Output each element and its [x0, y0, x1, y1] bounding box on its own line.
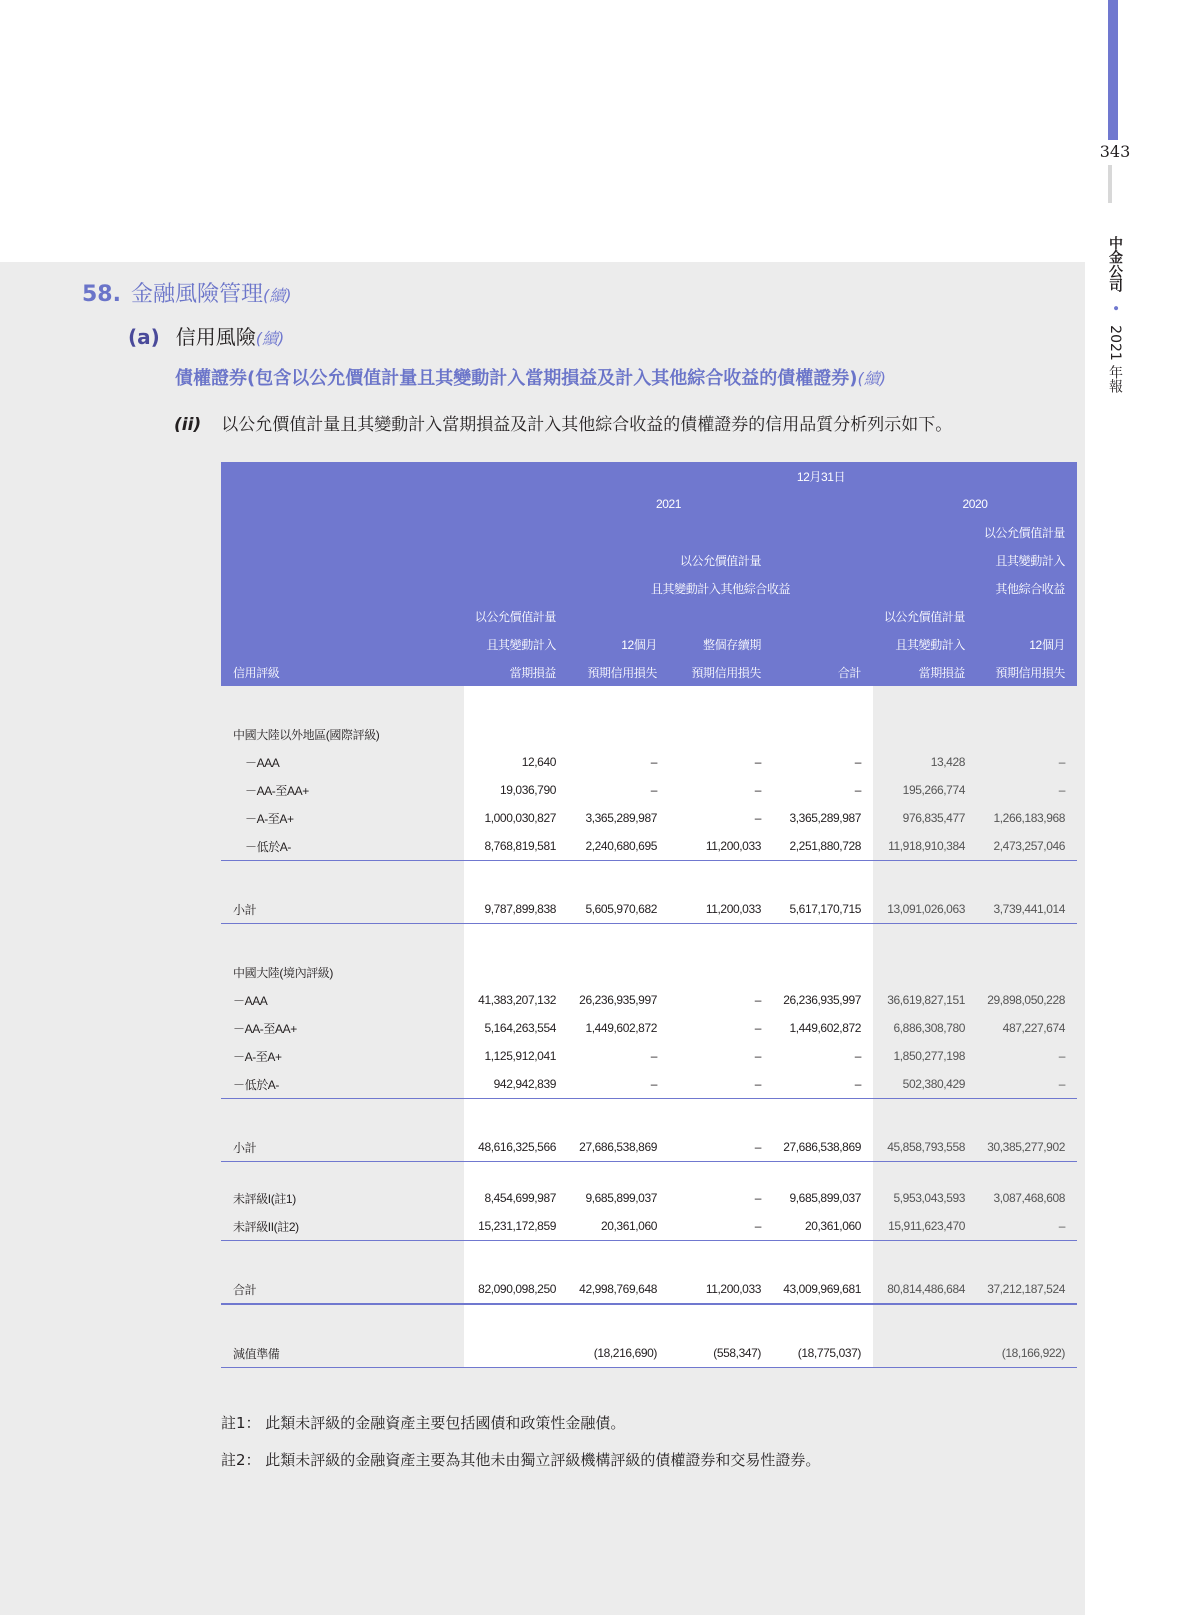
section-dom-title [221, 958, 1077, 986]
section-title-cell: 中國大陸(境內評級) [221, 958, 464, 986]
value-cell: – [669, 804, 773, 832]
value-cell: 1,000,030,827 [464, 804, 568, 832]
value-cell: 195,266,774 [873, 776, 977, 804]
row-label: 小計 [221, 1133, 464, 1162]
value-cell: 942,942,839 [464, 1070, 568, 1099]
table-row [221, 1014, 1077, 1042]
grand-total-row [221, 1275, 1077, 1304]
row-label: －AA-至AA+ [221, 1014, 464, 1042]
value-cell: 5,617,170,715 [773, 895, 873, 924]
topic-title: 債權證券(包含以公允價值計量且其變動計入當期損益及計入其他綜合收益的債權證券) [175, 368, 858, 389]
row-label: 未評級II(註2) [221, 1212, 464, 1241]
header-fvtpl-2021-l2: 且其變動計入 [464, 630, 568, 658]
value-cell: 3,365,289,987 [773, 804, 873, 832]
spacer-row [221, 1099, 1077, 1134]
row-label: －低於A- [221, 1070, 464, 1099]
value-cell: 8,454,699,987 [464, 1184, 568, 1212]
value-cell: – [977, 1042, 1077, 1070]
value-cell: – [669, 748, 773, 776]
row-label: －AAA [221, 748, 464, 776]
value-cell: 30,385,277,902 [977, 1133, 1077, 1162]
header-lifetime-l2: 預期信用損失 [669, 658, 773, 686]
header-fvtpl-2021-l1: 以公允價值計量 [464, 602, 568, 630]
value-cell: 11,200,033 [669, 1275, 773, 1304]
value-cell: – [977, 748, 1077, 776]
subsection-label: (a) [128, 325, 160, 349]
value-cell: – [977, 1212, 1077, 1241]
header-oci-2020-l1: 以公允價值計量 [977, 518, 1077, 546]
table-row [221, 1070, 1077, 1099]
value-cell: 13,428 [873, 748, 977, 776]
spacer-row [221, 686, 1077, 720]
row-label: 小計 [221, 895, 464, 924]
value-cell: 12,640 [464, 748, 568, 776]
value-cell: 1,449,602,872 [773, 1014, 873, 1042]
intro-text: 以公允價值計量且其變動計入當期損益及計入其他綜合收益的債權證券的信用品質分析列示如下。 [221, 415, 953, 435]
value-cell: 6,886,308,780 [873, 1014, 977, 1042]
value-cell: – [977, 776, 1077, 804]
value-cell: (558,347) [669, 1339, 773, 1368]
value-cell: 3,365,289,987 [568, 804, 669, 832]
header-oci-2020-l2: 且其變動計入 [977, 546, 1077, 574]
subsection-heading [128, 321, 284, 350]
value-cell: – [669, 1212, 773, 1241]
value-cell: – [669, 1133, 773, 1162]
subsection-title: 信用風險 [175, 325, 256, 349]
value-cell: 11,200,033 [669, 832, 773, 861]
side-light-bar [1108, 165, 1112, 203]
header-oci-group-l1: 以公允價值計量 [568, 546, 873, 574]
table-row [221, 1042, 1077, 1070]
value-cell: 27,686,538,869 [568, 1133, 669, 1162]
header-rating: 信用評級 [221, 658, 464, 686]
table-row [221, 1184, 1077, 1212]
value-cell: 9,787,899,838 [464, 895, 568, 924]
value-cell: 26,236,935,997 [773, 986, 873, 1014]
value-cell: 43,009,969,681 [773, 1275, 873, 1304]
row-label: －A-至A+ [221, 804, 464, 832]
header-fvtpl-2021-l3: 當期損益 [464, 658, 568, 686]
value-cell: – [773, 1070, 873, 1099]
row-label: 未評級I(註1) [221, 1184, 464, 1212]
value-cell: 80,814,486,684 [873, 1275, 977, 1304]
credit-quality-table [221, 462, 1077, 1368]
header-12m-2021-l2: 預期信用損失 [568, 658, 669, 686]
value-cell: 9,685,899,037 [568, 1184, 669, 1212]
value-cell: 42,998,769,648 [568, 1275, 669, 1304]
table-row [221, 1212, 1077, 1241]
header-date: 12月31日 [669, 462, 873, 490]
value-cell: 15,911,623,470 [873, 1212, 977, 1241]
row-label: 減值準備 [221, 1339, 464, 1368]
value-cell: 19,036,790 [464, 776, 568, 804]
header-oci-2020-l3: 其他綜合收益 [977, 574, 1077, 602]
value-cell: 5,953,043,593 [873, 1184, 977, 1212]
table-row [221, 776, 1077, 804]
header-year-2021: 2021 [464, 490, 873, 518]
value-cell: 26,236,935,997 [568, 986, 669, 1014]
spacer-row [221, 861, 1077, 896]
value-cell: 2,240,680,695 [568, 832, 669, 861]
value-cell: 1,125,912,041 [464, 1042, 568, 1070]
value-cell: – [669, 1184, 773, 1212]
table-row [221, 804, 1077, 832]
header-12m-2021-l1: 12個月 [568, 630, 669, 658]
side-report-title [1104, 236, 1126, 393]
header-year-2020: 2020 [873, 490, 1077, 518]
value-cell: – [669, 1014, 773, 1042]
value-cell: – [568, 1042, 669, 1070]
side-report: 2021 年報 [1107, 325, 1123, 394]
value-cell: 27,686,538,869 [773, 1133, 873, 1162]
table-row [221, 748, 1077, 776]
value-cell: 8,768,819,581 [464, 832, 568, 861]
value-cell: – [669, 986, 773, 1014]
section-title-cell: 中國大陸以外地區(國際評級) [221, 720, 464, 748]
value-cell: (18,216,690) [568, 1339, 669, 1368]
value-cell: 48,616,325,566 [464, 1133, 568, 1162]
value-cell: 487,227,674 [977, 1014, 1077, 1042]
value-cell: – [977, 1070, 1077, 1099]
value-cell: 9,685,899,037 [773, 1184, 873, 1212]
value-cell: – [669, 776, 773, 804]
subtotal-row-dom [221, 1133, 1077, 1162]
table-row [221, 832, 1077, 861]
section-title: 金融風險管理 [130, 282, 263, 307]
value-cell [873, 1339, 977, 1368]
value-cell: 37,212,187,524 [977, 1275, 1077, 1304]
header-fvtpl-2020-l1: 以公允價值計量 [873, 602, 977, 630]
value-cell: – [669, 1042, 773, 1070]
value-cell: 5,164,263,554 [464, 1014, 568, 1042]
spacer-row [221, 1241, 1077, 1276]
row-label: －AAA [221, 986, 464, 1014]
value-cell: 41,383,207,132 [464, 986, 568, 1014]
value-cell: 3,087,468,608 [977, 1184, 1077, 1212]
header-total: 合計 [773, 658, 873, 686]
value-cell: 2,251,880,728 [773, 832, 873, 861]
intro-paragraph [174, 410, 952, 435]
row-label: 合計 [221, 1275, 464, 1304]
spacer-row [221, 1304, 1077, 1339]
header-oci-group-l2: 且其變動計入其他綜合收益 [568, 574, 873, 602]
value-cell: 29,898,050,228 [977, 986, 1077, 1014]
subsection-continued: (續) [255, 329, 285, 348]
side-dot: • [1107, 304, 1123, 313]
value-cell [464, 1339, 568, 1368]
header-lifetime-l1: 整個存續期 [669, 630, 773, 658]
value-cell: 45,858,793,558 [873, 1133, 977, 1162]
footnote-1: 註1： 此類未評級的金融資產主要包括國債和政策性金融債。 [221, 1414, 626, 1432]
value-cell: – [669, 1070, 773, 1099]
row-label: －AA-至AA+ [221, 776, 464, 804]
row-label: －A-至A+ [221, 1042, 464, 1070]
intro-label: (ii) [174, 415, 202, 435]
value-cell: (18,775,037) [773, 1339, 873, 1368]
value-cell: 11,200,033 [669, 895, 773, 924]
subtotal-row-intl [221, 895, 1077, 924]
header-12m-2020-l2: 預期信用損失 [977, 658, 1077, 686]
topic-continued: (續) [857, 369, 886, 388]
spacer-row [221, 924, 1077, 959]
header-fvtpl-2020-l3: 當期損益 [873, 658, 977, 686]
header-12m-2020-l1: 12個月 [977, 630, 1077, 658]
value-cell: 36,619,827,151 [873, 986, 977, 1014]
value-cell: 11,918,910,384 [873, 832, 977, 861]
value-cell: – [568, 1070, 669, 1099]
value-cell: 20,361,060 [773, 1212, 873, 1241]
value-cell: 1,266,183,968 [977, 804, 1077, 832]
value-cell: – [568, 776, 669, 804]
spacer-row [221, 1162, 1077, 1185]
value-cell: 5,605,970,682 [568, 895, 669, 924]
value-cell: 2,473,257,046 [977, 832, 1077, 861]
value-cell: – [568, 748, 669, 776]
section-heading [82, 277, 292, 308]
value-cell: 1,850,277,198 [873, 1042, 977, 1070]
impairment-row [221, 1339, 1077, 1368]
value-cell: 1,449,602,872 [568, 1014, 669, 1042]
value-cell: 502,380,429 [873, 1070, 977, 1099]
value-cell: – [773, 1042, 873, 1070]
value-cell: 20,361,060 [568, 1212, 669, 1241]
value-cell: – [773, 748, 873, 776]
side-company: 中金公司 [1107, 236, 1123, 292]
table-row [221, 986, 1077, 1014]
value-cell: 15,231,172,859 [464, 1212, 568, 1241]
value-cell: – [773, 776, 873, 804]
page-number: 343 [1099, 142, 1131, 161]
side-accent-bar [1108, 0, 1118, 140]
top-blank-area [0, 0, 1085, 262]
value-cell: 82,090,098,250 [464, 1275, 568, 1304]
header-fvtpl-2020-l2: 且其變動計入 [873, 630, 977, 658]
section-number: 58. [82, 282, 121, 307]
footnote-2: 註2： 此類未評級的金融資產主要為其他未由獨立評級機構評級的債權證券和交易性證券。 [221, 1451, 821, 1469]
section-intl-title [221, 720, 1077, 748]
value-cell: 13,091,026,063 [873, 895, 977, 924]
value-cell: (18,166,922) [977, 1339, 1077, 1368]
value-cell: 3,739,441,014 [977, 895, 1077, 924]
row-label: －低於A- [221, 832, 464, 861]
topic-heading [175, 364, 886, 390]
value-cell: 976,835,477 [873, 804, 977, 832]
section-continued: (續) [263, 286, 292, 305]
